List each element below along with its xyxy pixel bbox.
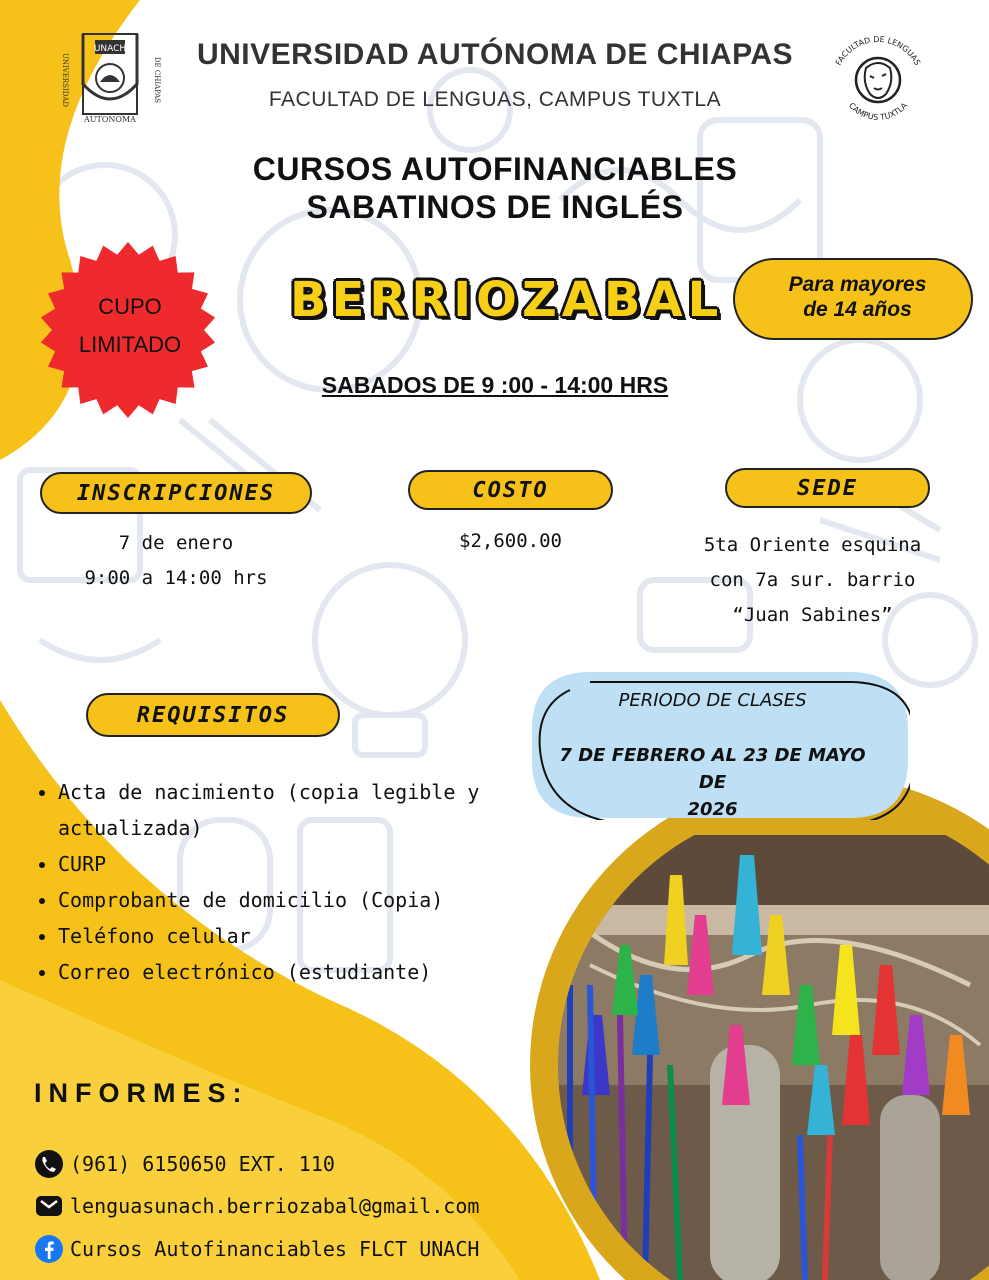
list-item: • Correo electrónico (estudiante) xyxy=(58,954,538,990)
costo-label: COSTO xyxy=(408,470,613,510)
svg-text:DE CHIAPAS: DE CHIAPAS xyxy=(153,56,161,104)
inscripciones-label: INSCRIPCIONES xyxy=(40,472,312,514)
limited-spots-text: CUPO LIMITADO xyxy=(78,294,182,357)
svg-text:AUTONOMA: AUTONOMA xyxy=(84,115,136,124)
phone-number: (961) 6150650 EXT. 110 xyxy=(70,1152,335,1176)
faculty-name: FACULTAD DE LENGUAS, CAMPUS TUXTLA xyxy=(268,88,722,111)
list-item: • CURP xyxy=(58,846,538,882)
svg-text:FACULTAD DE LENGUAS: FACULTAD DE LENGUAS xyxy=(833,34,923,67)
sede-address: 5ta Oriente esquina con 7a sur. barrio “Juan Sabines” xyxy=(703,534,922,626)
requisitos-label: REQUISITOS xyxy=(86,693,340,737)
university-name: UNIVERSIDAD AUTÓNOMA DE CHIAPAS xyxy=(196,38,794,71)
email-icon xyxy=(34,1191,64,1221)
city-name: BERRIOZABAL xyxy=(290,272,724,328)
costo-value: $2,600.00 xyxy=(459,530,562,552)
email-contact[interactable] xyxy=(34,1190,479,1222)
unach-logo xyxy=(55,30,165,125)
list-item: • Comprobante de domicilio (Copia) xyxy=(58,882,538,918)
facebook-icon xyxy=(34,1234,64,1264)
phone-contact[interactable] xyxy=(34,1148,335,1180)
svg-text:CAMPUS TUXTLA: CAMPUS TUXTLA xyxy=(846,100,910,122)
course-title xyxy=(120,150,870,226)
faculty-logo xyxy=(822,32,934,132)
class-period-dates: 7 DE FEBRERO AL 23 DE MAYO DE 2026 xyxy=(559,745,866,820)
logo-unach-label: UNACH xyxy=(93,44,127,54)
sede-label: SEDE xyxy=(725,468,930,508)
age-requirement-text: Para mayores de 14 años xyxy=(788,273,927,321)
inscripciones-info: 7 de enero 9:00 a 14:00 hrs xyxy=(84,532,268,589)
course-title-line-2: SABATINOS DE INGLÉS xyxy=(306,189,684,225)
requirements-list xyxy=(30,774,538,990)
email-address: lenguasunach.berriozabal@gmail.com xyxy=(70,1194,480,1218)
svg-text:UNIVERSIDAD: UNIVERSIDAD xyxy=(61,52,69,108)
facebook-contact[interactable] xyxy=(34,1233,479,1265)
schedule-text: SABADOS DE 9 :00 - 14:00 HRS xyxy=(321,372,669,398)
phone-icon xyxy=(34,1149,64,1179)
facebook-page: Cursos Autofinanciables FLCT UNACH xyxy=(70,1237,480,1261)
class-period-title: PERIODO DE CLASES xyxy=(618,690,807,711)
list-item: • Teléfono celular xyxy=(58,918,538,954)
course-title-line-1: CURSOS AUTOFINANCIABLES xyxy=(252,151,738,187)
tassels-photo xyxy=(550,835,989,1280)
informes-heading: INFORMES: xyxy=(34,1078,249,1108)
list-item: • Acta de nacimiento (copia legible y actualizada) xyxy=(58,774,538,846)
